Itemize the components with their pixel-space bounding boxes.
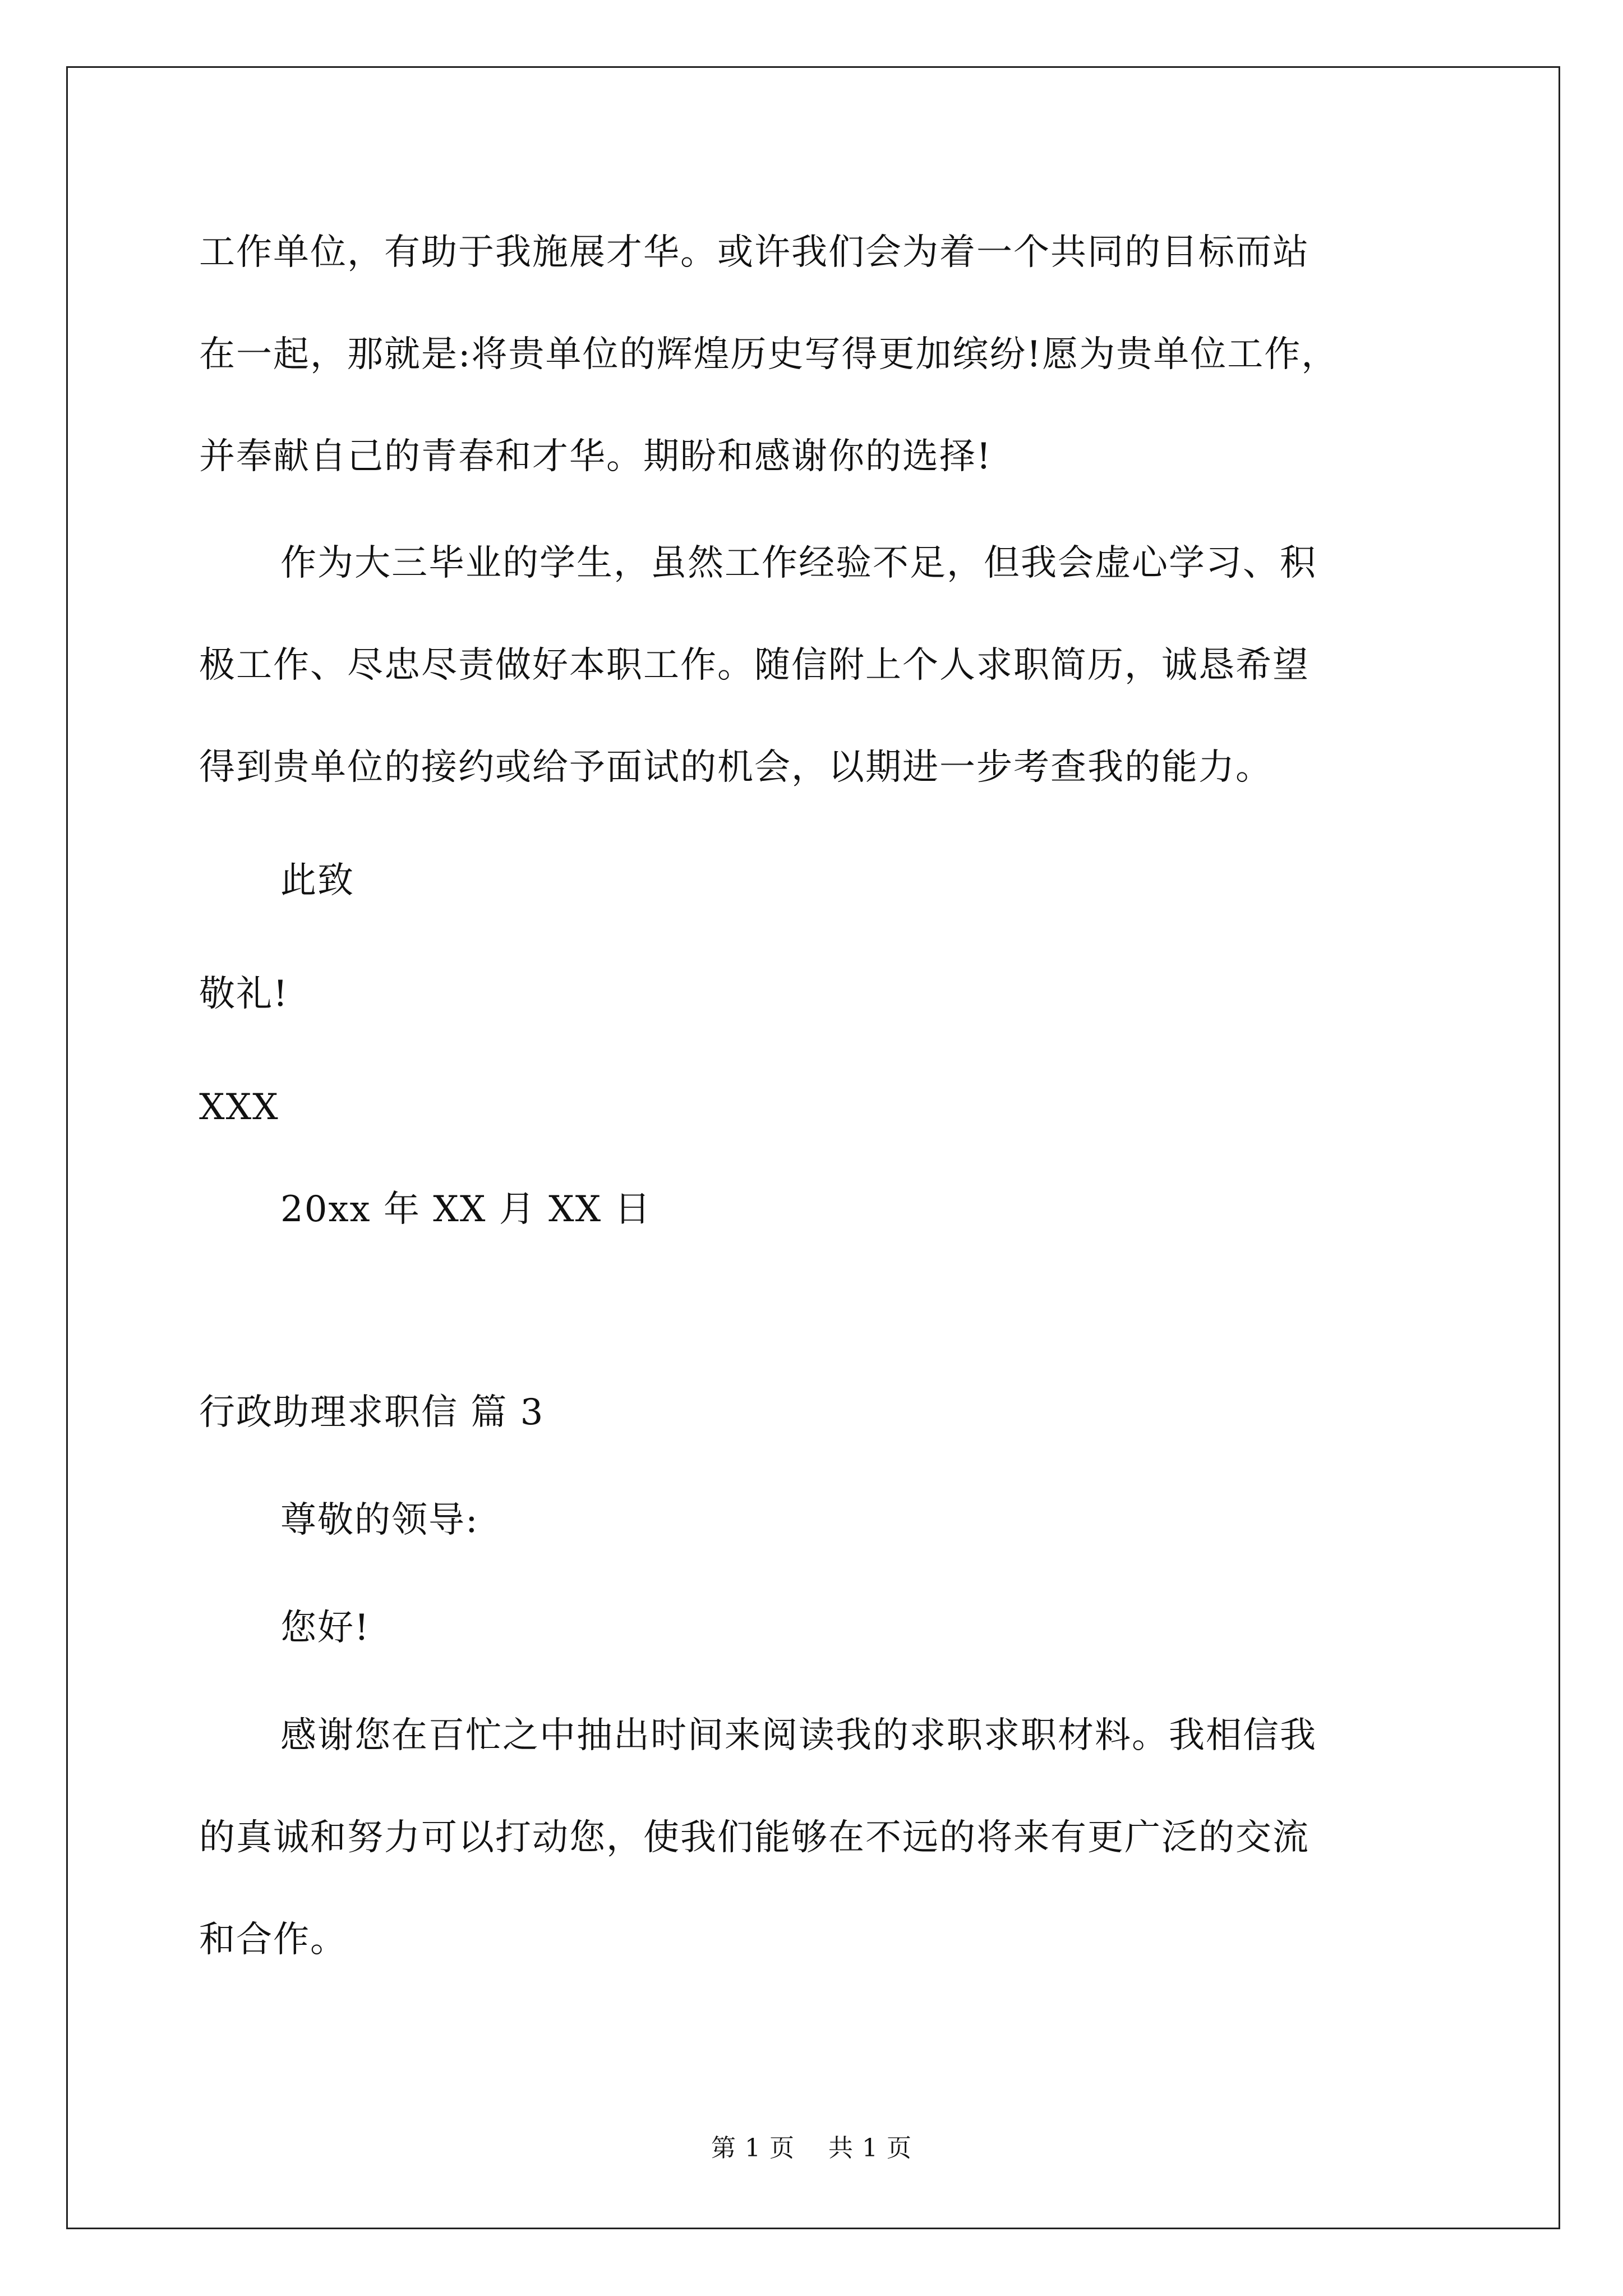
body-line-9: 和合作。 xyxy=(199,1919,347,1961)
body-line-4: 作为大三毕业的学生，虽然工作经验不足，但我会虚心学习、积 xyxy=(280,542,1317,584)
body-line-5: 极工作、尽忠尽责做好本职工作。随信附上个人求职简历，诚恳希望 xyxy=(199,645,1310,686)
body-line-6: 得到贵单位的接约或给予面试的机会，以期进一步考查我的能力。 xyxy=(199,747,1272,788)
greeting: 尊敬的领导: xyxy=(280,1499,479,1541)
page-footer xyxy=(0,2132,1623,2165)
body-line-2: 在一起，那就是:将贵单位的辉煌历史写得更加缤纷!愿为贵单位工作， xyxy=(199,334,1339,375)
page-number: 第 1 页 xyxy=(711,2134,795,2162)
closing-salutation: 此致 xyxy=(280,860,354,901)
body-line-3: 并奉献自己的青春和才华。期盼和感谢你的选择! xyxy=(199,436,992,477)
body-line-1: 工作单位，有助于我施展才华。或许我们会为着一个共同的目标而站 xyxy=(199,232,1310,273)
signature-date: 20xx 年 XX 月 XX 日 xyxy=(280,1189,652,1230)
closing-regards: 敬礼! xyxy=(199,973,289,1015)
body-line-7: 感谢您在百忙之中抽出时间来阅读我的求职求职材料。我相信我 xyxy=(280,1715,1317,1756)
greeting-hello: 您好! xyxy=(280,1607,370,1649)
section-title: 行政助理求职信 篇 3 xyxy=(199,1392,545,1433)
body-line-8: 的真诚和努力可以打动您，使我们能够在不远的将来有更广泛的交流 xyxy=(199,1817,1310,1858)
page-total: 共 1 页 xyxy=(828,2134,912,2162)
page-border xyxy=(66,66,1560,2229)
signature-name: XXX xyxy=(199,1087,279,1128)
